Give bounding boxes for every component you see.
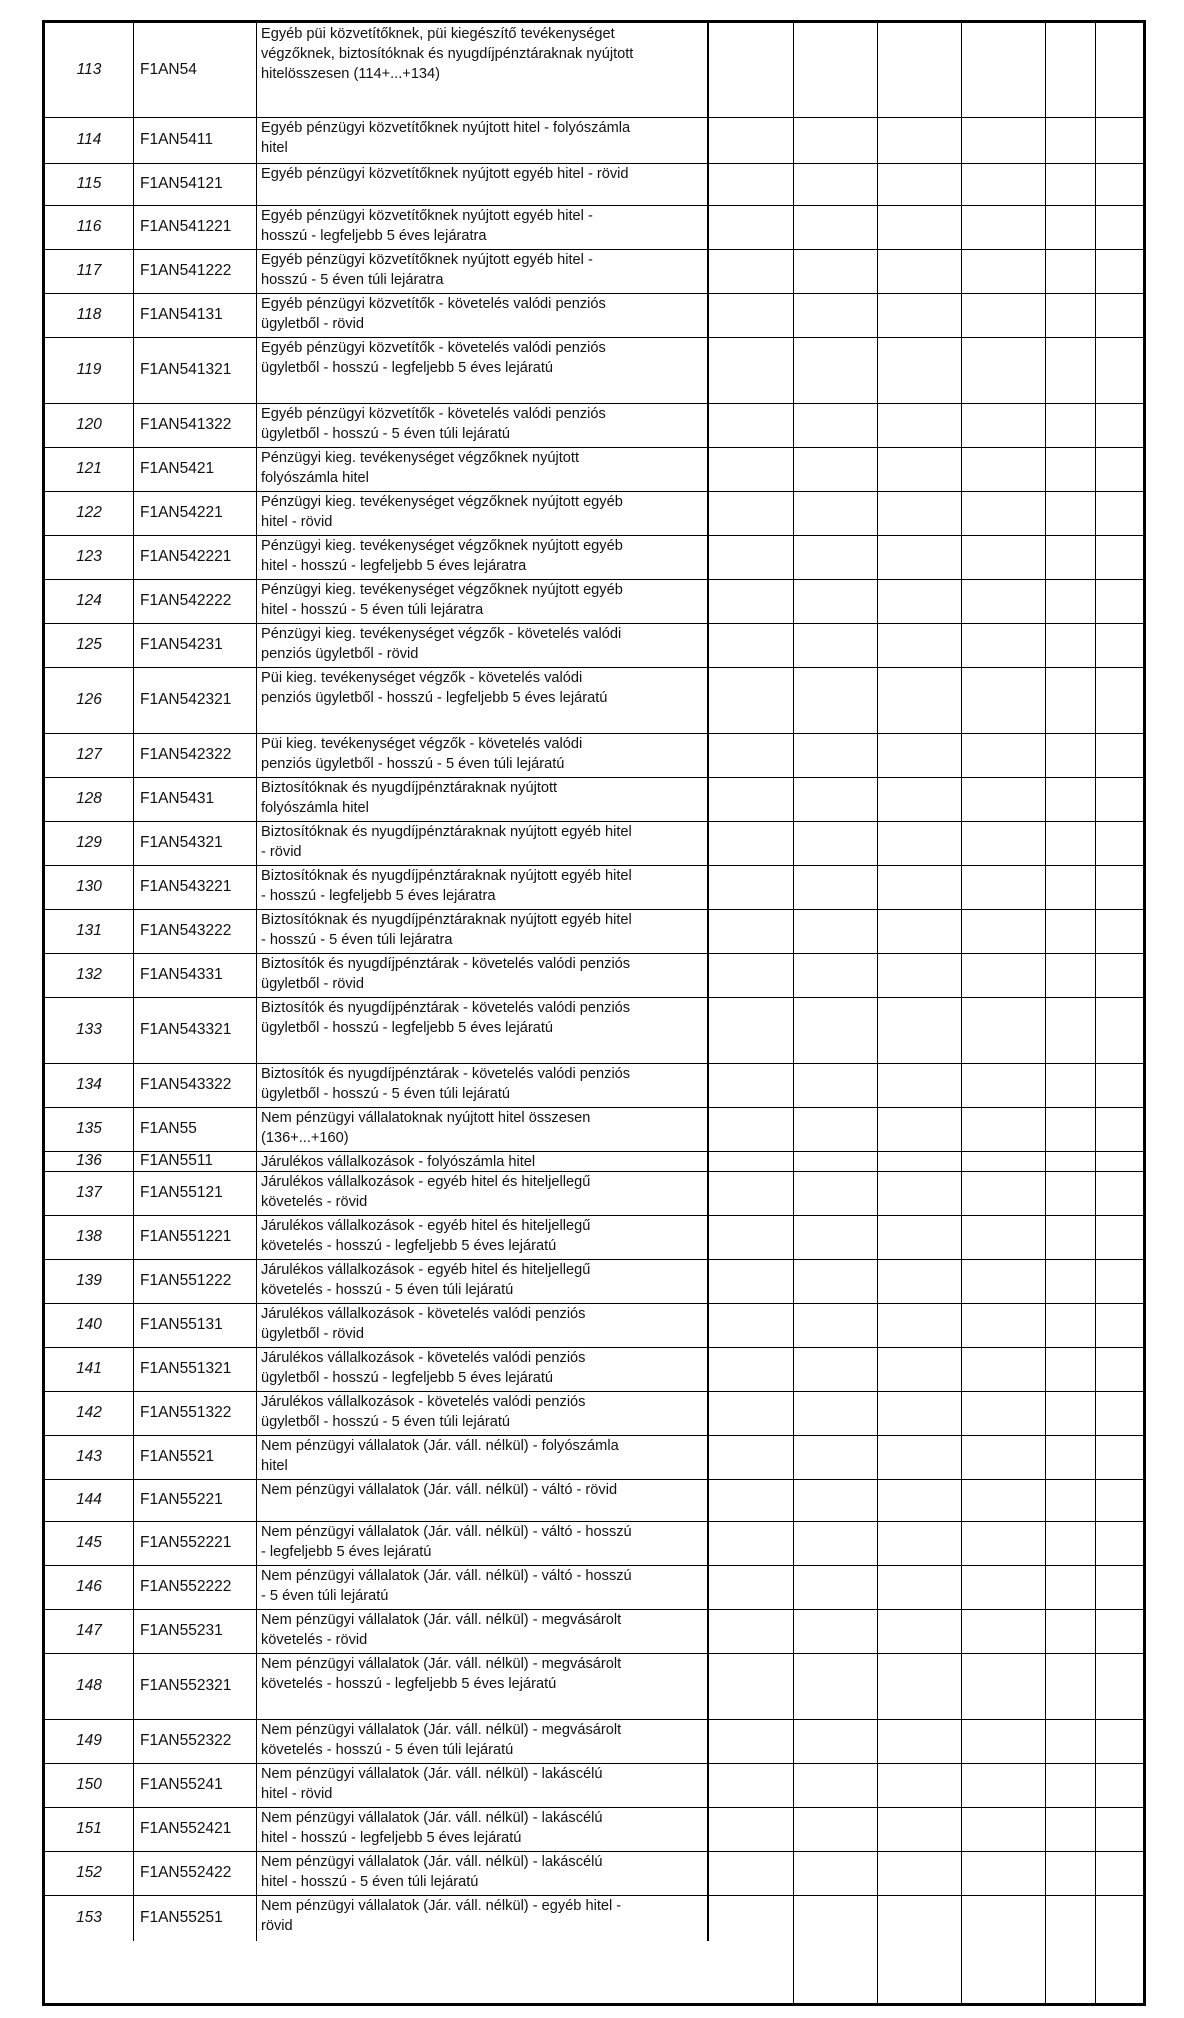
row-number: 139 [76,1272,102,1289]
row-number: 146 [76,1578,102,1595]
row-description [256,491,709,535]
row-number: 122 [76,504,102,521]
row-description [256,865,709,909]
row-description [256,1895,709,1941]
row-code: F1AN551321 [133,1347,256,1391]
table-row [45,535,1143,580]
row-description-text: Járulékos vállalkozások - folyószámla hitel [261,1154,536,1170]
row-description-text: Egyéb pénzügyi közvetítők - követelés valódi penziós ügyletből - hosszú - 5 éven túli lejáratú [261,406,606,442]
row-code: F1AN541322 [133,403,256,447]
row-code: F1AN541222 [133,249,256,293]
row-description [256,1521,709,1565]
row-description-text: Nem pénzügyi vállalatok (Jár. váll. nélkül) - folyószámla hitel [261,1438,619,1474]
row-code: F1AN551221 [133,1215,256,1259]
table-row [45,1347,1143,1392]
table-row [45,117,1143,164]
table-row [45,1215,1143,1260]
table-row [45,953,1143,998]
row-number: 124 [76,592,102,609]
row-number: 135 [76,1120,102,1137]
row-number: 134 [76,1076,102,1093]
row-code: F1AN552421 [133,1807,256,1851]
row-description-text: Egyéb pénzügyi közvetítőknek nyújtott egyéb hitel - hosszú - 5 éven túli lejáratra [261,252,593,288]
table-row [45,1391,1143,1436]
table-row [45,1479,1143,1522]
row-description [256,205,709,249]
table-row [45,733,1143,778]
table-row [45,249,1143,294]
row-code: F1AN542221 [133,535,256,579]
row-number: 145 [76,1534,102,1551]
row-code: F1AN543221 [133,865,256,909]
row-description-text: Biztosítóknak és nyugdíjpénztáraknak nyújtott folyószámla hitel [261,780,558,816]
row-description [256,535,709,579]
row-number: 140 [76,1316,102,1333]
row-description-text: Nem pénzügyi vállalatok (Jár. váll. nélkül) - egyéb hitel - rövid [261,1898,622,1934]
table-row [45,667,1143,734]
row-code: F1AN5511 [133,1151,256,1171]
row-description-text: Pénzügyi kieg. tevékenységet végzőknek nyújtott egyéb hitel - rövid [261,494,623,530]
table-row [45,1653,1143,1720]
row-description [256,403,709,447]
row-code: F1AN55131 [133,1303,256,1347]
row-number: 137 [76,1184,102,1201]
row-description [256,1303,709,1347]
row-code: F1AN54321 [133,821,256,865]
row-number: 133 [76,1021,102,1038]
table-row [45,403,1143,448]
row-code: F1AN552422 [133,1851,256,1895]
row-description [256,1653,709,1719]
row-description [256,733,709,777]
table-row [45,1763,1143,1808]
row-description-text: Egyéb pénzügyi közvetítőknek nyújtott egyéb hitel - rövid [261,166,629,182]
row-description [256,163,709,205]
row-description [256,1807,709,1851]
row-number: 141 [76,1360,102,1377]
row-description [256,23,709,117]
table-row [45,1259,1143,1304]
row-description [256,117,709,163]
data-table [42,20,1146,2006]
row-number: 118 [76,306,102,323]
row-description-text: Nem pénzügyi vállalatok (Jár. váll. nélkül) - megvásárolt követelés - hosszú - legfeljebb 5 éves lejáratú [261,1656,622,1692]
row-description-text: Járulékos vállalkozások - egyéb hitel és hiteljellegű követelés - hosszú - 5 éven túli lejáratú [261,1262,591,1298]
row-description-text: Nem pénzügyi vállalatok (Jár. váll. nélkül) - lakáscélú hitel - hosszú - 5 éven túli lejáratú [261,1854,603,1890]
row-description [256,337,709,403]
table-row [45,579,1143,624]
table-row [45,163,1143,206]
table-row [45,1151,1143,1172]
row-description [256,1347,709,1391]
row-description-text: Nem pénzügyi vállalatok (Jár. váll. nélkül) - váltó - hosszú - legfeljebb 5 éves lejáratú [261,1524,632,1560]
row-code: F1AN543222 [133,909,256,953]
table-row [45,337,1143,404]
table-row [45,1565,1143,1610]
table-row [45,293,1143,338]
row-code: F1AN551322 [133,1391,256,1435]
row-number: 151 [76,1820,102,1837]
row-description-text: Egyéb pénzügyi közvetítőknek nyújtott hitel - folyószámla hitel [261,120,631,156]
row-number: 115 [76,175,102,192]
table-row [45,1063,1143,1108]
row-description-text: Pénzügyi kieg. tevékenységet végzők - követelés valódi penziós ügyletből - rövid [261,626,622,662]
row-description-text: Pénzügyi kieg. tevékenységet végzőknek nyújtott egyéb hitel - hosszú - legfeljebb 5 éves lejáratra [261,538,623,574]
row-code: F1AN54221 [133,491,256,535]
row-description [256,1151,709,1171]
row-code: F1AN543321 [133,997,256,1063]
row-description-text: Püi kieg. tevékenységet végzők - követelés valódi penziós ügyletből - hosszú - legfeljebb 5 éves lejáratú [261,670,608,706]
row-description [256,1565,709,1609]
table-row [45,777,1143,822]
row-description [256,1107,709,1151]
row-description-text: Nem pénzügyi vállalatok (Jár. váll. nélkül) - váltó - rövid [261,1482,618,1498]
row-number: 150 [76,1776,102,1793]
row-description-text: Járulékos vállalkozások - követelés valódi penziós ügyletből - rövid [261,1306,586,1342]
table-row [45,865,1143,910]
row-description-text: Nem pénzügyi vállalatok (Jár. váll. nélkül) - lakáscélú hitel - hosszú - legfeljebb 5 éves lejáratú [261,1810,603,1846]
row-number: 126 [76,691,102,708]
row-description-text: Biztosítók és nyugdíjpénztárak - követelés valódi penziós ügyletből - rövid [261,956,631,992]
row-description-text: Járulékos vállalkozások - követelés valódi penziós ügyletből - hosszú - legfeljebb 5 éves lejáratú [261,1350,586,1386]
row-code: F1AN552322 [133,1719,256,1763]
row-description [256,667,709,733]
row-description [256,1259,709,1303]
table-row [45,997,1143,1064]
row-code: F1AN552321 [133,1653,256,1719]
table-row [45,1609,1143,1654]
row-code: F1AN55 [133,1107,256,1151]
row-number: 136 [76,1152,102,1169]
row-description-text: Nem pénzügyi vállalatok (Jár. váll. nélkül) - váltó - hosszú - 5 éven túli lejáratú [261,1568,632,1604]
table-row [45,1719,1143,1764]
table-row [45,623,1143,668]
row-description [256,1479,709,1521]
row-number: 125 [76,636,102,653]
row-description-text: Járulékos vállalkozások - követelés valódi penziós ügyletből - hosszú - 5 éven túli lejáratú [261,1394,586,1430]
row-description-text: Pénzügyi kieg. tevékenységet végzőknek nyújtott folyószámla hitel [261,450,580,486]
row-description [256,579,709,623]
table-row [45,447,1143,492]
table-row [45,1807,1143,1852]
row-code: F1AN542321 [133,667,256,733]
row-number: 119 [76,361,102,378]
row-code: F1AN55251 [133,1895,256,1941]
table-row [45,1171,1143,1216]
row-description-text: Egyéb pénzügyi közvetítők - követelés valódi penziós ügyletből - hosszú - legfeljebb 5 éves lejáratú [261,340,606,376]
row-description [256,1063,709,1107]
row-number: 138 [76,1228,102,1245]
row-code: F1AN5431 [133,777,256,821]
row-description-text: Biztosítóknak és nyugdíjpénztáraknak nyújtott egyéb hitel - hosszú - 5 éven túli lejáratra [261,912,632,948]
table-row [45,821,1143,866]
row-number: 130 [76,878,102,895]
table-row [45,1895,1143,1941]
row-number: 127 [76,746,102,763]
table-row [45,1851,1143,1896]
row-code: F1AN54231 [133,623,256,667]
row-number: 116 [76,218,102,235]
row-description-text: Járulékos vállalkozások - egyéb hitel és hiteljellegű követelés - rövid [261,1174,591,1210]
row-code: F1AN542322 [133,733,256,777]
row-description-text: Biztosítók és nyugdíjpénztárak - követelés valódi penziós ügyletből - hosszú - legfeljebb 5 éves lejáratú [261,1000,631,1036]
row-code: F1AN54 [133,23,256,117]
row-code: F1AN552221 [133,1521,256,1565]
row-number: 147 [76,1622,102,1639]
row-description [256,1609,709,1653]
row-description-text: Nem pénzügyi vállalatok (Jár. váll. nélkül) - megvásárolt követelés - hosszú - 5 éven túli lejáratú [261,1722,622,1758]
table-row [45,1521,1143,1566]
row-description-text: Járulékos vállalkozások - egyéb hitel és hiteljellegű követelés - hosszú - legfeljebb 5 éves lejáratú [261,1218,591,1254]
row-description-text: Egyéb pénzügyi közvetítők - követelés valódi penziós ügyletből - rövid [261,296,606,332]
row-description [256,623,709,667]
table-row [45,909,1143,954]
row-description-text: Pénzügyi kieg. tevékenységet végzőknek nyújtott egyéb hitel - hosszú - 5 éven túli lejáratra [261,582,623,618]
row-description-text: Egyéb püi közvetítőknek, püi kiegészítő tevékenységet végzőknek, biztosítóknak és nyugdíjpénztáraknak nyújtott hitelösszesen (114+...+134) [261,26,634,82]
row-number: 120 [76,416,102,433]
row-description-text: Nem pénzügyi vállalatok (Jár. váll. nélkül) - lakáscélú hitel - rövid [261,1766,603,1802]
row-description [256,1763,709,1807]
row-code: F1AN54121 [133,163,256,205]
row-number: 149 [76,1732,102,1749]
row-code: F1AN543322 [133,1063,256,1107]
row-description [256,821,709,865]
row-number: 144 [76,1491,102,1508]
row-description-text: Biztosítóknak és nyugdíjpénztáraknak nyújtott egyéb hitel - rövid [261,824,632,860]
row-code: F1AN54331 [133,953,256,997]
row-number: 153 [76,1909,102,1926]
row-description-text: Egyéb pénzügyi közvetítőknek nyújtott egyéb hitel - hosszú - legfeljebb 5 éves lejáratra [261,208,593,244]
row-code: F1AN5411 [133,117,256,163]
row-code: F1AN551222 [133,1259,256,1303]
row-number: 152 [76,1864,102,1881]
row-description [256,953,709,997]
row-description [256,1719,709,1763]
row-code: F1AN552222 [133,1565,256,1609]
row-number: 132 [76,966,102,983]
table-row [45,1303,1143,1348]
row-number: 142 [76,1404,102,1421]
row-description [256,1171,709,1215]
row-number: 143 [76,1448,102,1465]
row-description [256,1215,709,1259]
row-code: F1AN55221 [133,1479,256,1521]
row-code: F1AN55231 [133,1609,256,1653]
row-number: 148 [76,1677,102,1694]
row-number: 123 [76,548,102,565]
table-row [45,1435,1143,1480]
row-description [256,249,709,293]
row-description [256,777,709,821]
row-code: F1AN541221 [133,205,256,249]
row-number: 121 [76,460,102,477]
row-code: F1AN542222 [133,579,256,623]
row-number: 114 [76,131,102,148]
row-number: 129 [76,834,102,851]
row-number: 131 [76,922,102,939]
row-description [256,997,709,1063]
table-row [45,491,1143,536]
row-description [256,1391,709,1435]
table-row [45,205,1143,250]
row-code: F1AN541321 [133,337,256,403]
row-description-text: Biztosítók és nyugdíjpénztárak - követelés valódi penziós ügyletből - hosszú - 5 éven túli lejáratú [261,1066,631,1102]
row-code: F1AN5421 [133,447,256,491]
row-description-text: Püi kieg. tevékenységet végzők - követelés valódi penziós ügyletből - hosszú - 5 éven túli lejáratú [261,736,583,772]
row-code: F1AN5521 [133,1435,256,1479]
row-number: 113 [76,61,102,78]
row-description-text: Nem pénzügyi vállalatok (Jár. váll. nélkül) - megvásárolt követelés - rövid [261,1612,622,1648]
row-code: F1AN55241 [133,1763,256,1807]
row-description [256,1435,709,1479]
table-row [45,1107,1143,1152]
row-number: 117 [76,262,102,279]
row-description-text: Biztosítóknak és nyugdíjpénztáraknak nyújtott egyéb hitel - hosszú - legfeljebb 5 éves lejáratra [261,868,632,904]
row-description [256,447,709,491]
row-description [256,909,709,953]
row-description-text: Nem pénzügyi vállalatoknak nyújtott hitel összesen (136+...+160) [261,1110,591,1146]
row-code: F1AN55121 [133,1171,256,1215]
table-row [45,23,1143,118]
row-description [256,1851,709,1895]
row-number: 128 [76,790,102,807]
row-description [256,293,709,337]
row-code: F1AN54131 [133,293,256,337]
